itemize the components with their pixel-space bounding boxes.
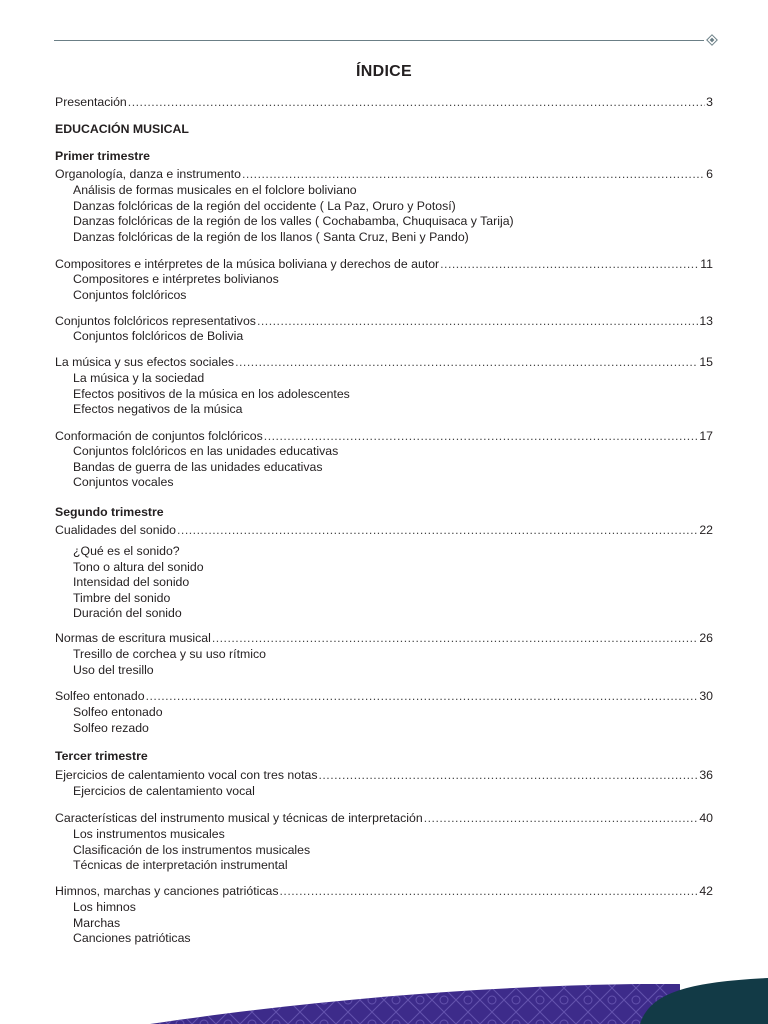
toc-entry (55, 767, 713, 783)
entry-title: Conformación de conjuntos folclóricos (55, 429, 263, 443)
page-number: 6 (706, 167, 713, 181)
page-number: 3 (706, 95, 713, 109)
toc-subentry: Clasificación de los instrumentos musicales (73, 843, 311, 857)
toc-subentry: Timbre del sonido (73, 591, 171, 605)
toc-entry (55, 630, 713, 646)
toc-entry-presentation (55, 94, 713, 110)
dot-leader (279, 883, 698, 899)
entry-title: Presentación (55, 95, 127, 109)
toc-subentry: Análisis de formas musicales en el folclore boliviano (73, 183, 357, 197)
toc-entry (55, 688, 713, 704)
page-number: 17 (699, 429, 713, 443)
page-number: 42 (699, 884, 713, 898)
toc-subentry: Los instrumentos musicales (73, 827, 225, 841)
toc-subentry: Duración del sonido (73, 606, 182, 620)
entry-title: Solfeo entonado (55, 689, 145, 703)
toc-entry (55, 256, 713, 272)
toc-subentry: Uso del tresillo (73, 663, 154, 677)
entry-title: Cualidades del sonido (55, 523, 177, 537)
entry-title: Normas de escritura musical (55, 631, 211, 645)
toc-subentry: Ejercicios de calentamiento vocal (73, 784, 255, 798)
toc-entry (55, 428, 713, 444)
toc-subentry: Solfeo entonado (73, 705, 163, 719)
toc-subentry: Tono o altura del sonido (73, 560, 204, 574)
page-number: 11 (700, 257, 713, 271)
trimester-heading: Segundo trimestre (55, 505, 164, 519)
dot-leader (264, 428, 699, 444)
toc-subentry: ¿Qué es el sonido? (73, 544, 180, 558)
trimester-heading: Tercer trimestre (55, 749, 148, 763)
toc-entry (55, 166, 713, 182)
toc-entry (55, 810, 713, 826)
entry-title: Compositores e intérpretes de la música boliviana y derechos de autor (55, 257, 440, 271)
toc-subentry: Danzas folclóricas de la región de los llanos ( Santa Cruz, Beni y Pando) (73, 230, 469, 244)
entry-title: Organología, danza e instrumento (55, 167, 241, 181)
toc-subentry: Efectos positivos de la música en los adolescentes (73, 387, 350, 401)
toc-subentry: Los himnos (73, 900, 136, 914)
toc-entry (55, 883, 713, 899)
toc-subentry: Solfeo rezado (73, 721, 149, 735)
dot-leader (318, 767, 698, 783)
trimester-heading: Primer trimestre (55, 149, 151, 163)
header-rule (54, 40, 704, 41)
dot-leader (212, 630, 699, 646)
toc-subentry: Danzas folclóricas de la región del occidente ( La Paz, Oruro y Potosí) (73, 199, 456, 213)
dot-leader (128, 94, 705, 110)
dot-leader (257, 313, 698, 329)
toc-subentry: Danzas folclóricas de la región de los valles ( Cochabamba, Chuquisaca y Tarija) (73, 214, 514, 228)
toc-subentry: Conjuntos folclóricos en las unidades educativas (73, 444, 339, 458)
toc-subentry: Canciones patrióticas (73, 931, 191, 945)
page-number: 22 (699, 523, 713, 537)
toc-subentry: Compositores e intérpretes bolivianos (73, 272, 279, 286)
toc-entry (55, 313, 713, 329)
entry-title: Conjuntos folclóricos representativos (55, 314, 256, 328)
page-number: 13 (699, 314, 713, 328)
toc-subentry: Efectos negativos de la música (73, 402, 243, 416)
page-title: ÍNDICE (355, 63, 413, 80)
entry-title: Ejercicios de calentamiento vocal con tres notas (55, 768, 318, 782)
dot-leader (177, 522, 698, 538)
entry-title: La música y sus efectos sociales (55, 355, 235, 369)
dot-leader (235, 354, 698, 370)
page-number: 15 (699, 355, 713, 369)
page-number: 40 (699, 811, 713, 825)
page-number: 26 (699, 631, 713, 645)
diamond-ornament-icon (706, 34, 718, 46)
toc-subentry: Bandas de guerra de las unidades educativas (73, 460, 323, 474)
entry-title: Himnos, marchas y canciones patrióticas (55, 884, 279, 898)
toc-entry (55, 354, 713, 370)
dot-leader (424, 810, 699, 826)
section-heading: EDUCACIÓN MUSICAL (55, 122, 189, 136)
dot-leader (146, 688, 699, 704)
dot-leader (440, 256, 699, 272)
page-number: 30 (699, 689, 713, 703)
toc-subentry: Conjuntos vocales (73, 475, 174, 489)
toc-subentry: Conjuntos folclóricos (73, 288, 187, 302)
entry-title: Características del instrumento musical y técnicas de interpretación (55, 811, 423, 825)
toc-entry (55, 522, 713, 538)
dot-leader (242, 166, 705, 182)
toc-subentry: Marchas (73, 916, 121, 930)
toc-subentry: Técnicas de interpretación instrumental (73, 858, 288, 872)
toc-subentry: Conjuntos folclóricos de Bolivia (73, 329, 244, 343)
toc-subentry: La música y la sociedad (73, 371, 205, 385)
toc-subentry: Intensidad del sonido (73, 575, 190, 589)
page-number: 36 (699, 768, 713, 782)
decorative-footer-band (0, 964, 768, 1024)
toc-subentry: Tresillo de corchea y su uso rítmico (73, 647, 266, 661)
